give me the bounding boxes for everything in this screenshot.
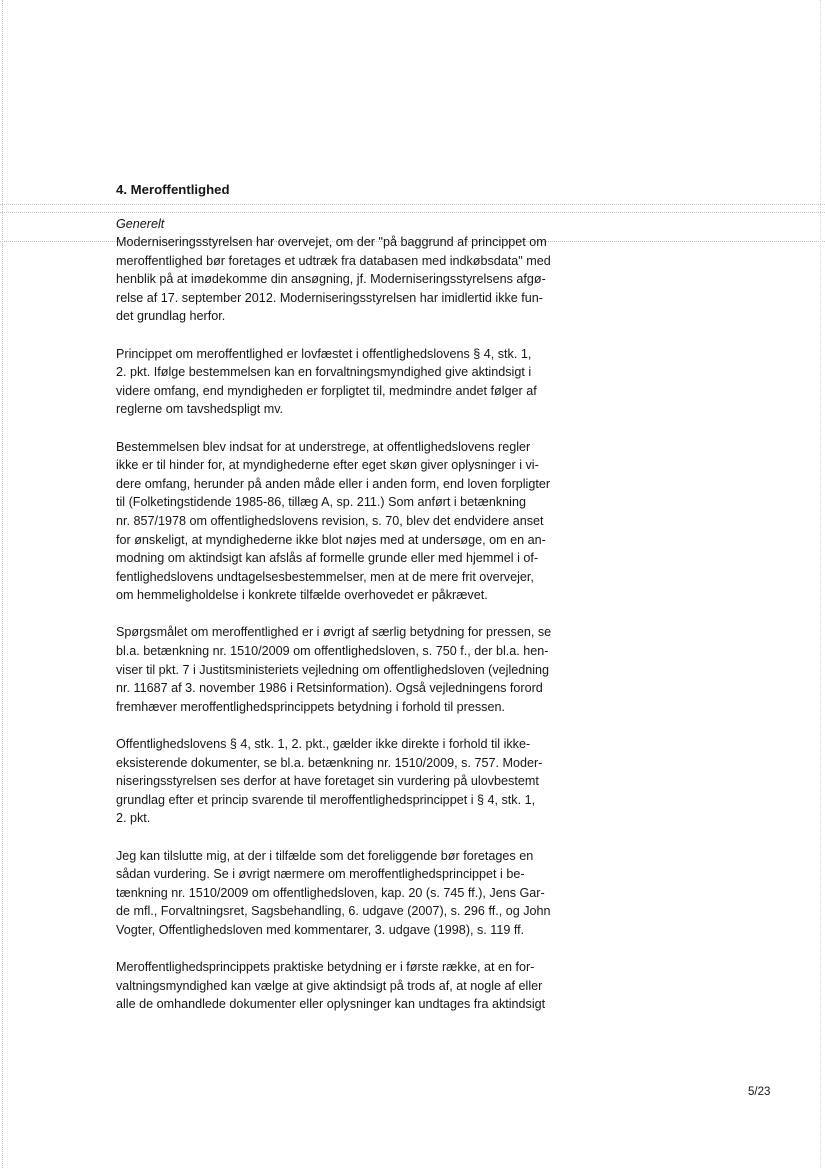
text-line: fremhæver meroffentlighedsprincippets betydning i forhold til pressen. bbox=[116, 699, 505, 714]
paragraph bbox=[116, 233, 576, 326]
scan-right-edge bbox=[820, 0, 821, 1168]
paragraph bbox=[116, 847, 576, 940]
paragraph bbox=[116, 438, 576, 605]
text-line: sådan vurdering. Se i øvrigt nærmere om meroffentlighedsprincippet i be- bbox=[116, 867, 525, 882]
text-line: 2. pkt. Ifølge bestemmelsen kan en forvaltningsmyndighed give aktindsigt i bbox=[116, 365, 532, 380]
text-line: Jeg kan tilslutte mig, at der i tilfælde som det foreliggende bør foretages en bbox=[116, 848, 534, 863]
text-line: valtningsmyndighed kan vælge at give aktindsigt på trods af, at nogle af eller bbox=[116, 978, 543, 993]
text-line: nr. 11687 af 3. november 1986 i Retsinformation). Også vejledningens forord bbox=[116, 681, 543, 696]
text-line: ikke er til hinder for, at myndighederne efter eget skøn giver oplysninger i vi- bbox=[116, 458, 539, 473]
document-body bbox=[116, 180, 576, 1033]
text-line: om hemmeligholdelse i konkrete tilfælde overhovedet er påkrævet. bbox=[116, 588, 488, 603]
text-line: Meroffentlighedsprincippets praktiske betydning er i første række, at en for- bbox=[116, 960, 535, 975]
text-line: modning om aktindsigt kan afslås af formelle grunde eller med hjemmel i of- bbox=[116, 551, 539, 566]
paragraph bbox=[116, 735, 576, 828]
text-line: tænkning nr. 1510/2009 om offentlighedsloven, kap. 20 (s. 745 ff.), Jens Gar- bbox=[116, 885, 545, 900]
text-line: dere omfang, herunder på anden måde eller i anden form, end loven forpligter bbox=[116, 476, 551, 491]
text-line: relse af 17. september 2012. Moderniseringsstyrelsen har imidlertid ikke fun- bbox=[116, 290, 543, 305]
text-line: eksisterende dokumenter, se bl.a. betænkning nr. 1510/2009, s. 757. Moder- bbox=[116, 755, 543, 770]
text-line: Moderniseringsstyrelsen har overvejet, om der "på baggrund af princippet om bbox=[116, 235, 547, 249]
text-line: alle de omhandlede dokumenter eller oplysninger kan undtages fra aktindsigt bbox=[116, 997, 546, 1012]
paragraph bbox=[116, 958, 576, 1014]
text-line: til (Folketingstidende 1985-86, tillæg A, sp. 211.) Som anført i betænkning bbox=[116, 495, 526, 510]
text-line: nr. 857/1978 om offentlighedslovens revision, s. 70, blev det endvidere anset bbox=[116, 513, 544, 528]
text-line: fentlighedslovens undtagelsesbestemmelser, men at de mere frit overvejer, bbox=[116, 569, 534, 584]
text-line: Offentlighedslovens § 4, stk. 1, 2. pkt., gælder ikke direkte i forhold til ikke- bbox=[116, 737, 531, 752]
text-line: grundlag efter et princip svarende til meroffentlighedsprincippet i § 4, stk. 1, bbox=[116, 792, 536, 807]
paragraph bbox=[116, 623, 576, 716]
text-line: 2. pkt. bbox=[116, 811, 151, 826]
text-line: meroffentlighed bør foretages et udtræk fra databasen med indkøbsdata" med bbox=[116, 253, 551, 268]
text-line: Bestemmelsen blev indsat for at understrege, at offentlighedslovens regler bbox=[116, 439, 531, 454]
text-line: bl.a. betænkning nr. 1510/2009 om offentlighedsloven, s. 750 f., der bl.a. hen- bbox=[116, 644, 549, 659]
scan-left-edge bbox=[2, 0, 3, 1168]
paragraph bbox=[116, 345, 576, 419]
text-line: niseringsstyrelsen ses derfor at have foretaget sin vurdering på ulovbestemt bbox=[116, 774, 539, 789]
text-line: Vogter, Offentlighedsloven med kommentarer, 3. udgave (1998), s. 119 ff. bbox=[116, 922, 525, 937]
section-heading: 4. Meroffentlighed bbox=[116, 182, 230, 197]
text-line: de mfl., Forvaltningsret, Sagsbehandling, 6. udgave (2007), s. 296 ff., og John bbox=[116, 904, 551, 919]
text-line: det grundlag herfor. bbox=[116, 309, 226, 324]
text-line: Princippet om meroffentlighed er lovfæstet i offentlighedslovens § 4, stk. 1, bbox=[116, 346, 532, 361]
text-line: for ønskeligt, at myndighederne ikke blot nøjes med at undersøge, om en an- bbox=[116, 532, 546, 547]
text-line: Spørgsmålet om meroffentlighed er i øvrigt af særlig betydning for pressen, se bbox=[116, 625, 552, 640]
text-line: reglerne om tavshedspligt mv. bbox=[116, 402, 284, 417]
text-line: videre omfang, end myndigheden er forpligtet til, medmindre andet følger af bbox=[116, 383, 537, 398]
text-line: viser til pkt. 7 i Justitsministeriets vejledning om offentlighedsloven (vejledning bbox=[116, 662, 550, 677]
text-line: henblik på at imødekomme din ansøgning, jf. Moderniseringsstyrelsens afgø- bbox=[116, 272, 546, 287]
subheading: Generelt bbox=[116, 217, 165, 231]
page-number: 5/23 bbox=[748, 1086, 771, 1098]
